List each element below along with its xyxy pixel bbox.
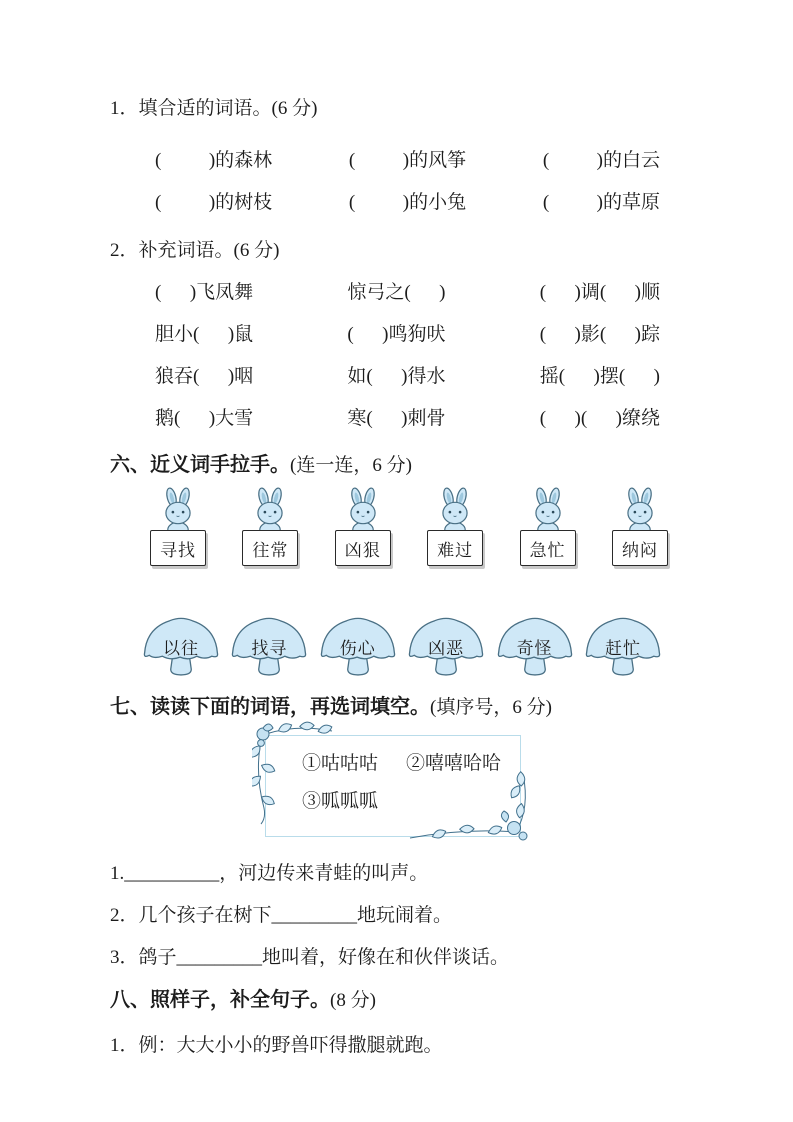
rabbit-word-card[interactable] xyxy=(612,487,668,566)
section7-score: (填序号，6 分) xyxy=(430,697,552,718)
word-label: 急忙 xyxy=(529,540,566,560)
section8-title-text: 八、照样子，补全句子。 xyxy=(110,989,330,1011)
section2-score: (6 分) xyxy=(233,240,280,261)
fill-blank-item[interactable]: ( )飞凤舞 xyxy=(155,282,254,303)
fill-blank-item[interactable]: ( )的风筝 xyxy=(348,150,467,171)
word-sign xyxy=(242,530,298,566)
fill-blank-item[interactable]: ( )( )缭绕 xyxy=(539,408,660,429)
fill-blank-item[interactable]: 摇( )摆( ) xyxy=(539,366,660,387)
fill-blank-item[interactable]: 胆小( )鼠 xyxy=(155,324,254,345)
word-sign xyxy=(150,530,206,566)
fill-blank-item[interactable]: ( )的小兔 xyxy=(348,192,467,213)
mushroom-word-card[interactable] xyxy=(315,610,401,680)
section6-title xyxy=(110,452,733,479)
word-sign xyxy=(427,530,483,566)
fill-blank-item[interactable]: 鹅( )大雪 xyxy=(155,408,254,429)
word-label: 找寻 xyxy=(251,639,288,658)
complete-words-row xyxy=(155,406,660,432)
fill-blank-item[interactable]: ( )的树枝 xyxy=(155,192,273,213)
mushroom-word-card[interactable] xyxy=(226,610,312,680)
word-bank-line1 xyxy=(302,751,512,777)
word-label: 奇怪 xyxy=(516,639,553,658)
word-option[interactable]: ②嘻嘻哈哈 xyxy=(406,753,502,774)
section8-score: (8 分) xyxy=(330,990,376,1011)
rabbit-word-card[interactable] xyxy=(242,487,298,566)
section1-score: (6 分) xyxy=(271,98,318,119)
word-label: 伤心 xyxy=(339,639,376,658)
section7-title xyxy=(110,694,733,721)
sentence-blank-1[interactable]: 1.__________，河边传来青蛙的叫声。 xyxy=(110,863,429,884)
word-sign xyxy=(612,530,668,566)
section1-title xyxy=(110,96,733,122)
section2-title xyxy=(110,238,733,264)
fill-blank-item[interactable]: ( )调( )顺 xyxy=(539,282,660,303)
section1-title-text: 1．填合适的词语。 xyxy=(110,98,272,119)
word-label: 往常 xyxy=(252,540,289,560)
section2-title-text: 2．补充词语。 xyxy=(110,240,234,261)
word-option[interactable]: ③呱呱呱 xyxy=(302,791,379,812)
example-sentence: 1．例：大大小小的野兽吓得撒腿就跑。 xyxy=(110,1035,443,1056)
complete-words-row xyxy=(155,322,660,348)
mushroom-word-card[interactable] xyxy=(403,610,489,680)
word-label: 凶狠 xyxy=(344,540,381,560)
fill-blank-item[interactable]: 寒( )刺骨 xyxy=(347,408,446,429)
word-label: 纳闷 xyxy=(621,540,658,560)
fill-blank-item[interactable]: ( )的白云 xyxy=(542,150,660,171)
fill-blank-item[interactable]: 狼吞( )咽 xyxy=(155,366,254,387)
rabbit-word-card[interactable] xyxy=(150,487,206,566)
sentence-blank-3[interactable]: 3．鸽子_________地叫着，好像在和伙伴谈话。 xyxy=(110,947,510,968)
rabbit-word-card[interactable] xyxy=(335,487,391,566)
word-label: 赶忙 xyxy=(604,639,641,658)
fill-blank-item[interactable]: ( )的森林 xyxy=(155,150,273,171)
mushroom-word-card[interactable] xyxy=(580,610,666,680)
complete-words-row xyxy=(155,280,660,306)
fill-blank-item[interactable]: 如( )得水 xyxy=(347,366,446,387)
mushroom-word-card[interactable] xyxy=(492,610,578,680)
sentence-blank-2[interactable]: 2．几个孩子在树下_________地玩闹着。 xyxy=(110,905,453,926)
word-label: 以往 xyxy=(163,639,199,658)
word-label: 凶恶 xyxy=(428,639,465,658)
word-label: 寻找 xyxy=(160,540,196,560)
fill-words-row xyxy=(155,148,660,174)
fill-blank-item[interactable]: 惊弓之( ) xyxy=(347,282,446,303)
fill-words-row xyxy=(155,190,660,216)
word-label: 难过 xyxy=(437,540,474,560)
section6-title-text: 六、近义词手拉手。 xyxy=(110,454,290,476)
section6-score: (连一连，6 分) xyxy=(290,455,412,476)
word-bank-box xyxy=(265,735,521,837)
fill-blank-item[interactable]: ( )的草原 xyxy=(542,192,660,213)
section8-title xyxy=(110,987,733,1014)
complete-words-row xyxy=(155,364,660,390)
word-option[interactable]: ①咕咕咕 xyxy=(302,753,379,774)
word-bank-line2 xyxy=(302,789,512,815)
mushroom-word-card[interactable] xyxy=(138,610,224,680)
fill-blank-item[interactable]: ( )鸣狗吠 xyxy=(347,324,446,345)
rabbit-word-card[interactable] xyxy=(520,487,576,566)
section7-title-text: 七、读读下面的词语，再选词填空。 xyxy=(110,696,430,718)
synonym-top-row xyxy=(150,487,668,566)
rabbit-word-card[interactable] xyxy=(427,487,483,566)
synonym-bottom-row xyxy=(138,610,666,680)
fill-blank-item[interactable]: ( )影( )踪 xyxy=(539,324,660,345)
word-sign xyxy=(335,530,391,566)
word-sign xyxy=(520,530,576,566)
